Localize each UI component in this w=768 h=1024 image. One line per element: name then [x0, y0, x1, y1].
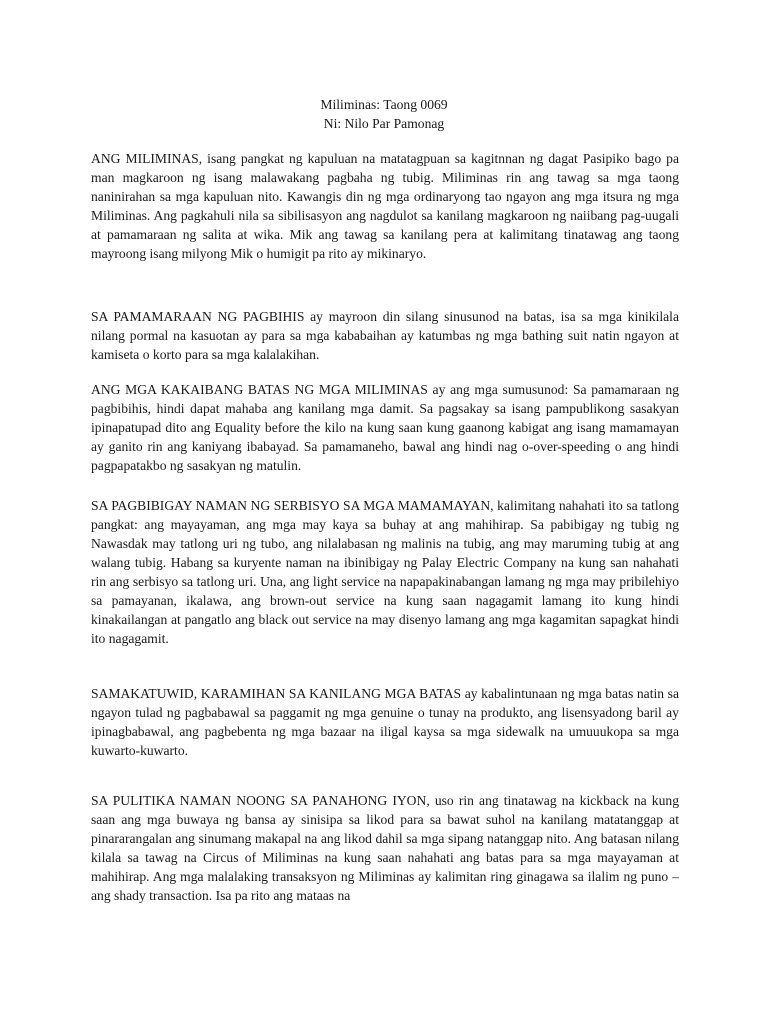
document-title: Miliminas: Taong 0069 [320, 97, 448, 112]
paragraph-pulitika: SA PULITIKA NAMAN NOONG SA PANAHONG IYON, uso rin ang tinatawag na kickback na kung saan ang mga buwaya ng bansa ay sinisipa sa likod para sa bawat suhol na kanilang matatanggap at pinararangalan ang sinumang makapal na ang likod dahil sa mga sipang natanggap nito. Ang batasan nilang kilala sa tawag na Circus of Miliminas na kung saan nahahati ang batas para sa mga mayayaman at mahihirap. Ang mga malalaking transaksyon ng Miliminas ay kalimitan ring ginagawa sa ilalim ng puno – ang shady transaction. Isa pa rito ang mataas na [91, 793, 679, 903]
paragraph-pagbihis: SA PAMAMARAAN NG PAGBIHIS ay mayroon din silang sinusunod na batas, isa sa mga kinikilala nilang pormal na kasuotan ay para sa mga kababaihan ay katumbas ng mga bathing suit natin ngayon at kamiseta o korto para sa mga kalalakihan. [91, 309, 679, 362]
paragraph-serbisyo: SA PAGBIBIGAY NAMAN NG SERBISYO SA MGA MAMAMAYAN, kalimitang nahahati ito sa tatlong pangkat: ang mayayaman, ang mga may kaya sa buhay at ang mahihirap. Sa pabibigay ng tubig ng Nawasdak may tatlong uri ng tubo, ang nilalabasan ng malinis na tubig, ang may maruming tubig at ang walang tubig. Habang sa kuryente naman na ibinibigay ng Palay Electric Company na kung san nahahati rin ang serbisyo sa tatlong uri. Una, ang light service na napapakinabangan lamang ng mga may pribilehiyo sa pamayanan, ikalawa, ang brown-out service na kung saan nagagamit lamang ito kung hindi kinakailangan at pangatlo ang black out service na may disenyo lamang ang mga kagamitan sapagkat hindi ito nagagamit. [91, 498, 679, 646]
paragraph-kakaibang-batas: ANG MGA KAKAIBANG BATAS NG MGA MILIMINAS ay ang mga sumusunod: Sa pamamaraan ng pagbibihis, hindi dapat mahaba ang kanilang mga damit. Sa pagsakay sa isang pampublikong sasakyan ipinapatupad dito ang Equality before the kilo na kung saan kung gaanong kabigat ang isang mamamayan ay ganito rin ang kaniyang ibabayad. Sa pamamaneho, bawal ang hindi nag o-over-speeding o ang hindi pagpapatakbo ng sasakyan ng matulin. [91, 382, 679, 473]
document-author: Ni: Nilo Par Pamonag [323, 116, 445, 131]
paragraph-samakatuwid: SAMAKATUWID, KARAMIHAN SA KANILANG MGA BATAS ay kabalintunaan ng mga batas natin sa ngayon tulad ng pagbabawal sa paggamit ng mga genuine o tunay na produkto, ang lisensyadong baril ay ipinagbabawal, ang pagbebenta ng mga bazaar na iligal kaysa sa mga sidewalk na umuuukopa sa mga kuwarto-kuwarto. [91, 686, 679, 758]
paragraph-miliminas-intro: ANG MILIMINAS, isang pangkat ng kapuluan na matatagpuan sa kagitnnan ng dagat Pasipiko bago pa man magkaroon ng isang malawakang pagbaha ng tubig. Miliminas rin ang tawag sa mga taong naninirahan sa mga kapuluan nito. Kawangis din ng mga ordinaryong tao ngayon ang mga itsura ng mga Miliminas. Ang pagkahuli nila sa sibilisasyon ang nagdulot sa kanilang magkaroon ng naiibang pag-uugali at pamamaraan ng salita at wika. Mik ang tawag sa kanilang pera at kalimitang tinatawag ang taong mayroong isang milyong Mik o humigit pa rito ay mikinaryo. [91, 151, 679, 261]
document-header [0, 95, 768, 133]
